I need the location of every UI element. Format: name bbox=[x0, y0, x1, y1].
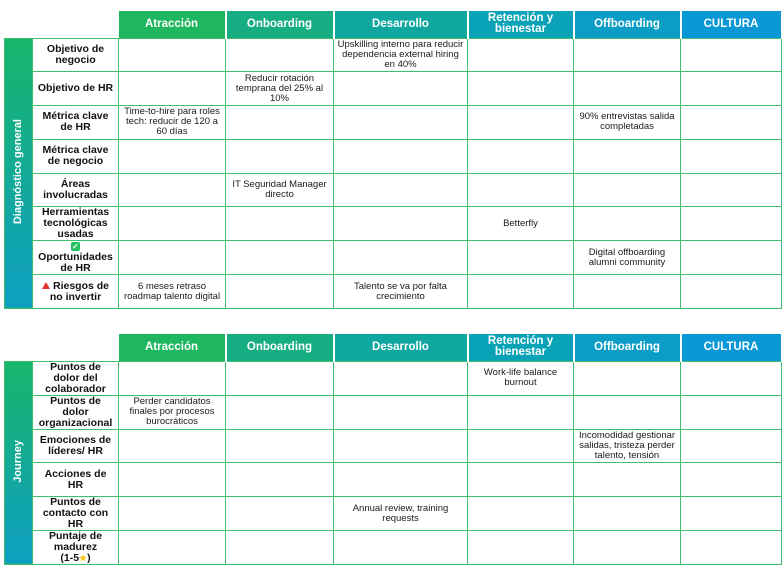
cell-cultura bbox=[681, 463, 782, 497]
section-title bbox=[5, 38, 33, 309]
row-label bbox=[33, 497, 119, 531]
cell-onboarding: IT Seguridad Manager directo bbox=[226, 173, 334, 207]
row-label bbox=[33, 72, 119, 106]
column-header-offboarding: Offboarding bbox=[574, 334, 681, 361]
column-header-atraccion: Atracción bbox=[119, 11, 226, 38]
row-label-text: Puntaje de madurez bbox=[48, 530, 103, 554]
row-label bbox=[33, 463, 119, 497]
cell-retencion bbox=[468, 429, 574, 463]
cell-desarrollo bbox=[334, 395, 468, 429]
column-header-onboarding: Onboarding bbox=[226, 334, 334, 361]
row-label bbox=[33, 38, 119, 72]
cell-offboarding: Digital offboarding alumni community bbox=[574, 241, 681, 275]
cell-onboarding: Reducir rotación temprana del 25% al 10% bbox=[226, 72, 334, 106]
cell-cultura bbox=[681, 207, 782, 241]
row-label bbox=[33, 361, 119, 395]
cell-atraccion bbox=[119, 531, 226, 565]
row-label-text: Objetivo de HR bbox=[37, 82, 114, 95]
cell-desarrollo bbox=[334, 173, 468, 207]
cell-retencion bbox=[468, 72, 574, 106]
cell-atraccion bbox=[119, 361, 226, 395]
cell-retencion bbox=[468, 38, 574, 72]
row-label bbox=[33, 395, 119, 429]
cell-onboarding bbox=[226, 395, 334, 429]
cell-onboarding bbox=[226, 207, 334, 241]
cell-atraccion bbox=[119, 72, 226, 106]
row-label-text: Puntos de dolor del colaborador bbox=[45, 361, 106, 395]
table-row bbox=[5, 531, 782, 565]
cell-offboarding bbox=[574, 497, 681, 531]
column-header-offboarding: Offboarding bbox=[574, 11, 681, 38]
row-label-text: Métrica clave de negocio bbox=[42, 144, 109, 168]
cell-cultura bbox=[681, 173, 782, 207]
cell-retencion bbox=[468, 497, 574, 531]
table-row bbox=[5, 429, 782, 463]
cell-retencion bbox=[468, 531, 574, 565]
cell-atraccion bbox=[119, 139, 226, 173]
header-row bbox=[5, 11, 782, 38]
cell-desarrollo bbox=[334, 531, 468, 565]
table-row bbox=[5, 139, 782, 173]
table-row bbox=[5, 72, 782, 106]
row-label bbox=[33, 241, 119, 275]
cell-atraccion bbox=[119, 173, 226, 207]
cell-retencion bbox=[468, 139, 574, 173]
section-title-text: Journey bbox=[11, 439, 24, 483]
row-label-text: Métrica clave de HR bbox=[42, 110, 109, 134]
cell-offboarding bbox=[574, 463, 681, 497]
row-label-text: Herramientas tecnológicas usadas bbox=[41, 206, 110, 241]
cell-desarrollo bbox=[334, 72, 468, 106]
cell-desarrollo bbox=[334, 241, 468, 275]
column-header-onboarding: Onboarding bbox=[226, 11, 334, 38]
cell-desarrollo bbox=[334, 106, 468, 140]
cell-offboarding bbox=[574, 275, 681, 309]
cell-onboarding bbox=[226, 139, 334, 173]
cell-desarrollo bbox=[334, 139, 468, 173]
cell-atraccion bbox=[119, 429, 226, 463]
cell-atraccion bbox=[119, 207, 226, 241]
cell-desarrollo: Upskilling interno para reducir dependencia external hiring en 40% bbox=[334, 38, 468, 72]
column-header-desarrollo: Desarrollo bbox=[334, 11, 468, 38]
row-label-text: Acciones de HR bbox=[44, 467, 107, 491]
cell-cultura bbox=[681, 429, 782, 463]
column-header-cultura: CULTURA bbox=[681, 11, 782, 38]
row-label bbox=[33, 207, 119, 241]
cell-cultura bbox=[681, 275, 782, 309]
row-label-text: Emociones de líderes/ HR bbox=[39, 433, 112, 457]
cell-retencion bbox=[468, 275, 574, 309]
row-label bbox=[33, 429, 119, 463]
cell-atraccion bbox=[119, 497, 226, 531]
cell-retencion: Work-life balance burnout bbox=[468, 361, 574, 395]
cell-cultura bbox=[681, 361, 782, 395]
cell-onboarding bbox=[226, 497, 334, 531]
column-header-cultura: CULTURA bbox=[681, 334, 782, 361]
row-label-text: Puntos de contacto con HR bbox=[42, 496, 109, 531]
cell-atraccion bbox=[119, 241, 226, 275]
cell-onboarding bbox=[226, 429, 334, 463]
cell-offboarding bbox=[574, 38, 681, 72]
cell-desarrollo bbox=[334, 207, 468, 241]
cell-atraccion bbox=[119, 38, 226, 72]
row-label-end: ) bbox=[87, 552, 91, 565]
row-label-text: Oportunidades de HR bbox=[38, 251, 113, 275]
table-row bbox=[5, 173, 782, 207]
cell-offboarding bbox=[574, 395, 681, 429]
table-row bbox=[5, 395, 782, 429]
cell-cultura bbox=[681, 72, 782, 106]
row-label-text: Riesgos de no invertir bbox=[49, 279, 110, 303]
row-label-text: Áreas involucradas bbox=[43, 177, 108, 201]
cell-cultura bbox=[681, 241, 782, 275]
cell-offboarding bbox=[574, 361, 681, 395]
section-title bbox=[5, 361, 33, 565]
cell-onboarding bbox=[226, 106, 334, 140]
cell-cultura bbox=[681, 38, 782, 72]
cell-atraccion: Time-to-hire para roles tech: reducir de 120 a 60 días bbox=[119, 106, 226, 140]
column-header-desarrollo: Desarrollo bbox=[334, 334, 468, 361]
journey-table bbox=[4, 334, 782, 565]
column-header-retencion: Retención y bienestar bbox=[468, 334, 574, 361]
header-row bbox=[5, 334, 782, 361]
cell-cultura bbox=[681, 139, 782, 173]
cell-onboarding bbox=[226, 531, 334, 565]
cell-onboarding bbox=[226, 463, 334, 497]
cell-onboarding bbox=[226, 275, 334, 309]
check-icon: ✓ bbox=[72, 241, 79, 251]
cell-cultura bbox=[681, 106, 782, 140]
cell-offboarding bbox=[574, 72, 681, 106]
star-icon: ★ bbox=[79, 553, 88, 564]
row-label bbox=[33, 531, 119, 565]
column-header-retencion: Retención y bienestar bbox=[468, 11, 574, 38]
cell-offboarding bbox=[574, 139, 681, 173]
cell-offboarding bbox=[574, 531, 681, 565]
cell-onboarding bbox=[226, 241, 334, 275]
cell-onboarding bbox=[226, 38, 334, 72]
cell-desarrollo bbox=[334, 429, 468, 463]
header-corner bbox=[5, 11, 119, 38]
cell-desarrollo bbox=[334, 463, 468, 497]
section-title-text: Diagnóstico general bbox=[11, 118, 24, 225]
cell-desarrollo: Annual review, training requests bbox=[334, 497, 468, 531]
cell-offboarding bbox=[574, 207, 681, 241]
cell-desarrollo bbox=[334, 361, 468, 395]
row-label-text: Objetivo de negocio bbox=[46, 42, 105, 66]
table-row bbox=[5, 106, 782, 140]
row-label-suffix: (1-5 bbox=[60, 552, 80, 565]
table-row bbox=[5, 463, 782, 497]
cell-atraccion bbox=[119, 463, 226, 497]
row-label bbox=[33, 139, 119, 173]
cell-cultura bbox=[681, 531, 782, 565]
table-row bbox=[5, 361, 782, 395]
cell-offboarding: 90% entrevistas salida completadas bbox=[574, 106, 681, 140]
cell-retencion bbox=[468, 106, 574, 140]
column-header-atraccion: Atracción bbox=[119, 334, 226, 361]
diagnostico-table bbox=[4, 11, 782, 309]
cell-offboarding bbox=[574, 173, 681, 207]
table-row bbox=[5, 207, 782, 241]
table-row bbox=[5, 497, 782, 531]
cell-cultura bbox=[681, 395, 782, 429]
cell-retencion: Betterfly bbox=[468, 207, 574, 241]
cell-desarrollo: Talento se va por falta crecimiento bbox=[334, 275, 468, 309]
cell-offboarding: Incomodidad gestionar salidas, tristeza perder talento, tensión bbox=[574, 429, 681, 463]
row-label-text: Puntos de dolor organizacional bbox=[38, 395, 113, 429]
cell-retencion bbox=[468, 173, 574, 207]
row-label bbox=[33, 106, 119, 140]
table-row bbox=[5, 38, 782, 72]
cell-onboarding bbox=[226, 361, 334, 395]
cell-atraccion: Perder candidatos finales por procesos burocráticos bbox=[119, 395, 226, 429]
cell-cultura bbox=[681, 497, 782, 531]
header-corner bbox=[5, 334, 119, 361]
cell-retencion bbox=[468, 241, 574, 275]
row-label bbox=[33, 173, 119, 207]
table-row bbox=[5, 241, 782, 275]
cell-atraccion: 6 meses retraso roadmap talento digital bbox=[119, 275, 226, 309]
row-label bbox=[33, 275, 119, 309]
cell-retencion bbox=[468, 463, 574, 497]
warning-icon bbox=[42, 282, 50, 289]
cell-retencion bbox=[468, 395, 574, 429]
table-row bbox=[5, 275, 782, 309]
